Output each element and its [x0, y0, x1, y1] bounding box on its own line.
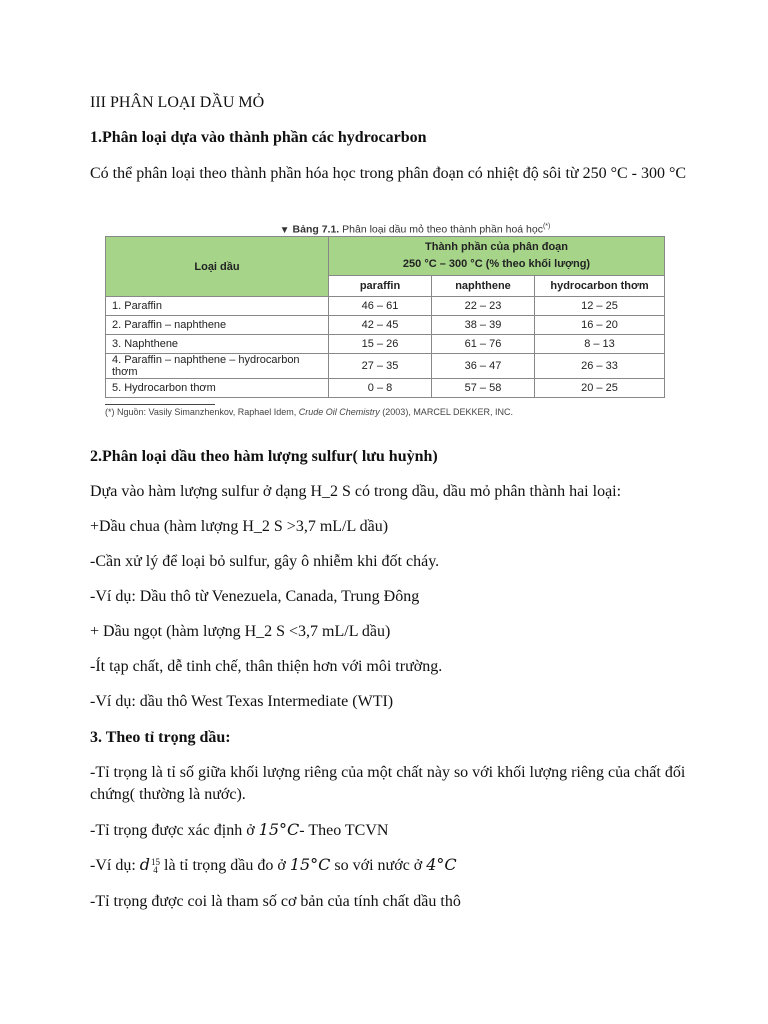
- classification-table: [105, 236, 665, 398]
- s2-line: -Ví dụ: Dầu thô từ Venezuela, Canada, Trung Đông: [90, 588, 420, 605]
- s2-line: -Cần xử lý để loại bỏ sulfur, gây ô nhiễm khi đốt cháy.: [90, 553, 440, 570]
- section-title: III PHÂN LOẠI DẦU MỎ: [90, 94, 265, 111]
- s2-line: -Ít tạp chất, dễ tinh chế, thân thiện hơn với môi trường.: [90, 658, 443, 675]
- s2-line: -Ví dụ: dầu thô West Texas Intermediate (WTI): [90, 693, 394, 710]
- heading-2: 2.Phân loại dầu theo hàm lượng sulfur( lưu huỳnh): [90, 448, 438, 465]
- triangle-icon: ▼: [279, 224, 290, 236]
- table-source-note: (*) Nguồn: Vasily Simanzhenkov, Raphael Idem, Crude Oil Chemistry (2003), MARCEL DEKKER, INC.: [105, 404, 215, 417]
- subcol-aromatic: hydrocarbon thơm: [535, 276, 665, 297]
- table-row: 3. Naphthene 15 – 26 61 – 76 8 – 13: [106, 335, 665, 354]
- subcol-paraffin: paraffin: [329, 276, 432, 297]
- table-row: 1. Paraffin 46 – 61 22 – 23 12 – 25: [106, 297, 665, 316]
- table-row: 2. Paraffin – naphthene 42 – 45 38 – 39 16 – 20: [106, 316, 665, 335]
- s3-line-4: -Tỉ trọng được coi là tham số cơ bản của tính chất dầu thô: [90, 893, 461, 910]
- s2-line: Dựa vào hàm lượng sulfur ở dạng H_2 S có trong dầu, dầu mỏ phân thành hai loại:: [90, 483, 622, 500]
- group-header: Thành phần của phân đoạn 250 °C – 300 °C (% theo khối lượng): [329, 237, 665, 276]
- table-row: 5. Hydrocarbon thơm 0 – 8 57 – 58 20 – 25: [106, 379, 665, 398]
- heading-3: 3. Theo tỉ trọng dầu:: [90, 729, 231, 746]
- s3-line-3: -Ví dụ: d15 4 là tỉ trọng dầu đo ở 15°C so với nước ở 4°C: [90, 855, 457, 876]
- heading-1: 1.Phân loại dựa vào thành phần các hydrocarbon: [90, 129, 427, 146]
- s3-line-2: -Tỉ trọng được xác định ở 15°C- Theo TCVN: [90, 820, 389, 839]
- table-row: 4. Paraffin – naphthene – hydrocarbon thơm 27 – 35 36 – 47 26 – 33: [106, 354, 665, 379]
- classification-table-figure: [105, 218, 665, 417]
- col-type-header: Loại dầu: [106, 237, 329, 297]
- s2-line: +Dầu chua (hàm lượng H_2 S >3,7 mL/L dầu): [90, 518, 389, 535]
- table-caption: ▼ Bảng 7.1. Phân loại dầu mỏ theo thành phần hoá học(*): [279, 223, 551, 236]
- paragraph-1: Có thể phân loại theo thành phần hóa học trong phân đoạn có nhiệt độ sôi từ 250 °C - 300 °C: [90, 165, 687, 182]
- s2-line: + Dầu ngọt (hàm lượng H_2 S <3,7 mL/L dầu): [90, 623, 391, 640]
- subcol-naphthene: naphthene: [432, 276, 535, 297]
- s3-line-1: -Tỉ trọng là tỉ số giữa khối lượng riêng của một chất này so với khối lượng riêng của chất đối chứng( thường là nước).: [90, 764, 686, 803]
